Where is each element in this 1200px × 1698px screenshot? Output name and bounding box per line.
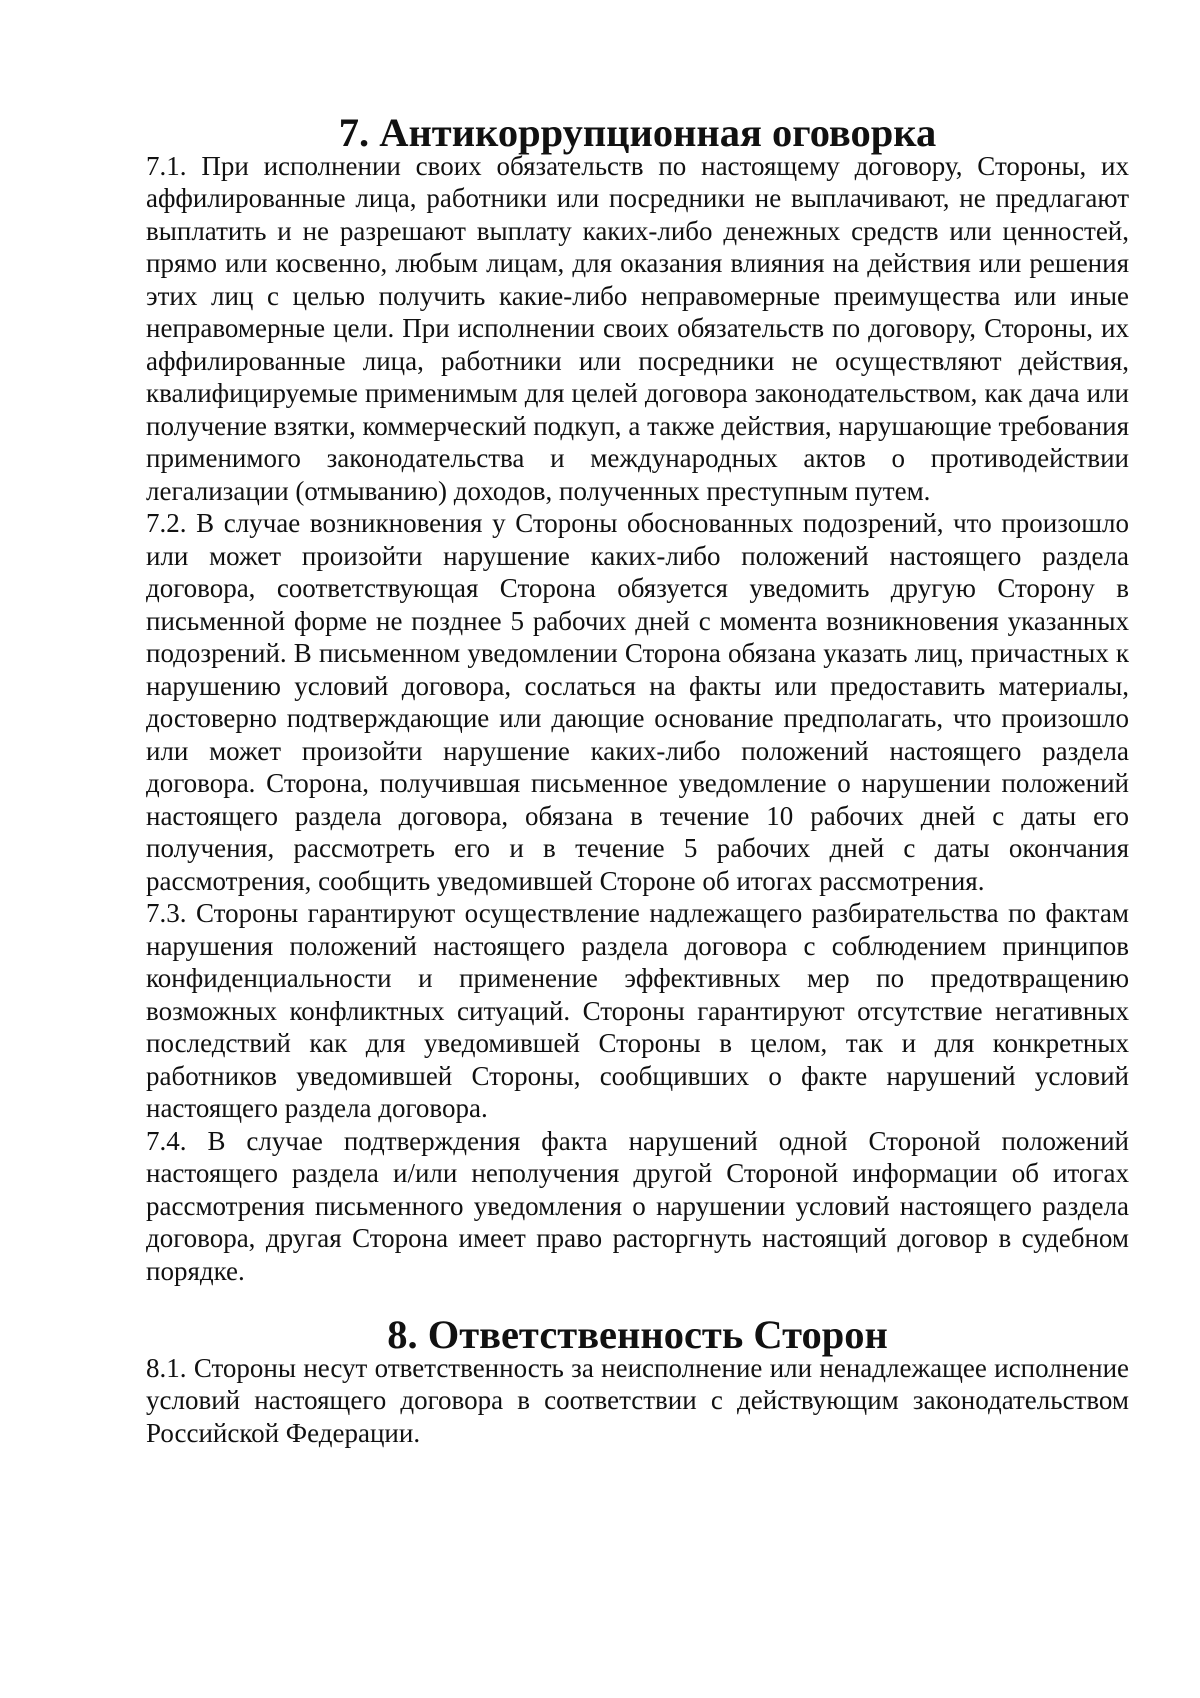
document-body — [146, 110, 1129, 1449]
clause-7-2: 7.2. В случае возникновения у Стороны обоснованных подозрений, что произошло или может произойти нарушение каких-либо положений настоящего раздела договора, соответствующая Сторона обязуется уведомить другую Сторону в письменной форме не позднее 5 рабочих дней с момента возникновения указанных подозрений. В письменном уведомлении Сторона обязана указать лиц, причастных к нарушению условий договора, сослаться на факты или предоставить материалы, достоверно подтверждающие или дающие основание предполагать, что произошло или может произойти нарушение каких-либо положений настоящего раздела договора. Сторона, получившая письменное уведомление о нарушении положений настоящего раздела договора, обязана в течение 10 рабочих дней с даты его получения, рассмотреть его и в течение 5 рабочих дней с даты окончания рассмотрения, сообщить уведомившей Стороне об итогах рассмотрения. — [146, 508, 1129, 896]
section-heading: 7. Антикоррупционная оговорка — [338, 110, 937, 155]
clause-7-1: 7.1. При исполнении своих обязательств по настоящему договору, Стороны, их аффилированные лица, работники или посредники не выплачивают, не предлагают выплатить и не разрешают выплату каких-либо денежных средств или ценностей, прямо или косвенно, любым лицам, для оказания влияния на действия или решения этих лиц с целью получить какие-либо неправомерные преимущества или иные неправомерные цели. При исполнении своих обязательств по договору, Стороны, их аффилированные лица, работники или посредники не осуществляют действия, квалифицируемые применимым для целей договора законодательством, как дача или получение взятки, коммерческий подкуп, а также действия, нарушающие требования применимого законодательства и международных актов о противодействии легализации (отмыванию) доходов, полученных преступным путем. — [146, 150, 1129, 506]
clause-8-1: 8.1. Стороны несут ответственность за неисполнение или ненадлежащее исполнение условий настоящего договора в соответствии с действующим законодательством Российской Федерации. — [146, 1352, 1129, 1448]
section-heading: 8. Ответственность Сторон — [387, 1312, 888, 1357]
section-liability — [146, 1312, 1129, 1449]
section-anticorruption — [146, 110, 1129, 1287]
clause-7-3: 7.3. Стороны гарантируют осуществление надлежащего разбирательства по фактам нарушения положений настоящего раздела договора с соблюдением принципов конфиденциальности и применение эффективных мер по предотвращению возможных конфликтных ситуаций. Стороны гарантируют отсутствие негативных последствий как для уведомившей Стороны в целом, так и для конкретных работников уведомившей Стороны, сообщивших о факте нарушений условий настоящего раздела договора. — [146, 898, 1129, 1123]
clause-7-4: 7.4. В случае подтверждения факта нарушений одной Стороной положений настоящего раздела и/или неполучения другой Стороной информации об итогах рассмотрения письменного уведомления о нарушении условий настоящего раздела договора, другая Сторона имеет право расторгнуть настоящий договор в судебном порядке. — [146, 1125, 1129, 1286]
